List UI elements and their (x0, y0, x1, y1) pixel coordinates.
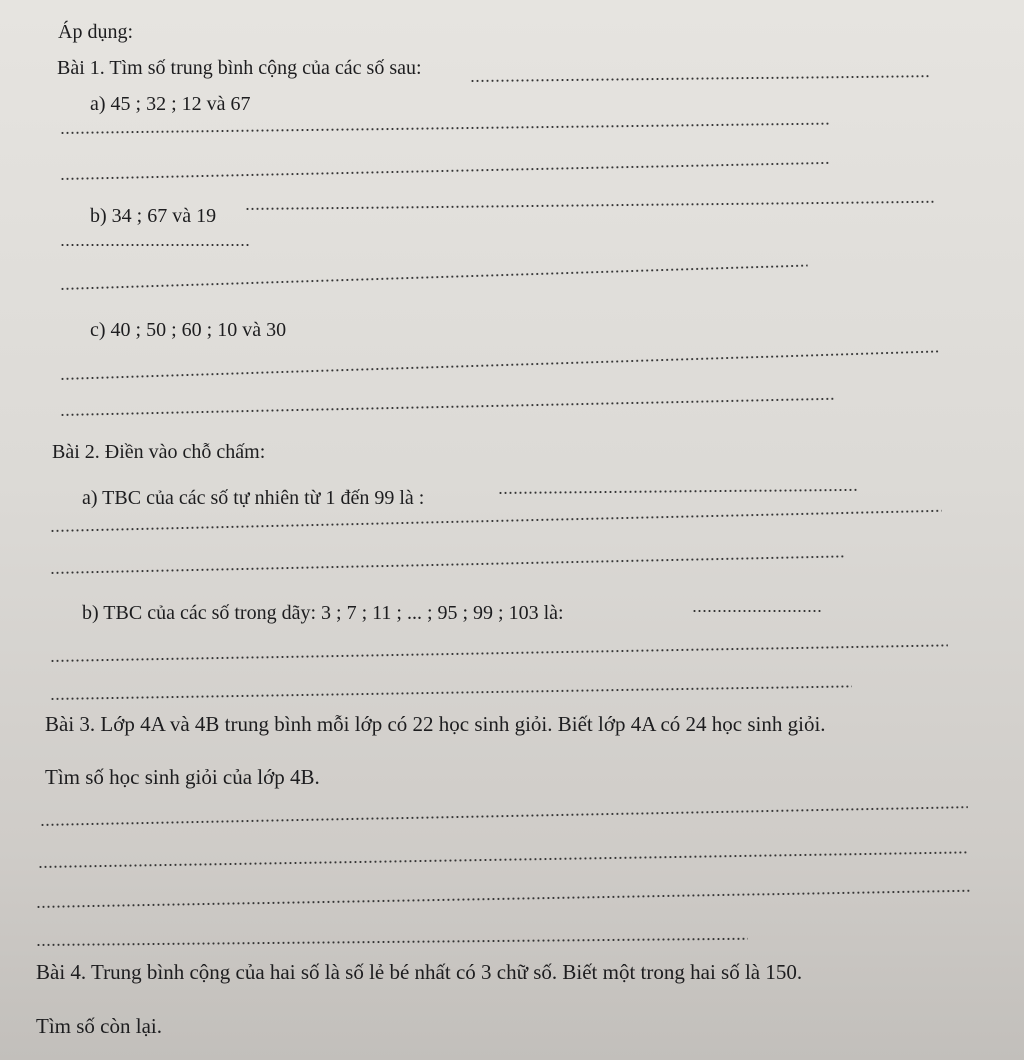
exercise-3-line2: Tìm số học sinh giỏi của lớp 4B. (45, 765, 320, 789)
exercise-4-line2: Tìm số còn lại. (36, 1014, 162, 1038)
answer-line (60, 244, 250, 246)
answer-line (60, 162, 830, 180)
exercise-2a: a) TBC của các số tự nhiên từ 1 đến 99 là : (82, 487, 425, 509)
answer-line (60, 265, 808, 290)
answer-line (60, 123, 830, 134)
answer-line (50, 644, 948, 662)
answer-line (36, 890, 970, 908)
answer-line (50, 685, 852, 700)
answer-line (470, 75, 930, 82)
answer-line (50, 555, 845, 574)
exercise-1b: b) 34 ; 67 và 19 (90, 205, 217, 227)
answer-line (498, 489, 858, 494)
answer-line (36, 938, 748, 946)
exercise-1-title: Bài 1. Tìm số trung bình cộng của các số sau: (57, 57, 422, 79)
answer-line (60, 350, 940, 380)
answer-line (692, 610, 822, 612)
answer-line (38, 851, 968, 868)
section-heading: Áp dụng: (58, 21, 133, 43)
exercise-4-line1: Bài 4. Trung bình cộng của hai số là số lẻ bé nhất có 3 chữ số. Biết một trong hai số là 150. (36, 960, 803, 984)
exercise-2b: b) TBC của các số trong dãy: 3 ; 7 ; 11 ; ... ; 95 ; 99 ; 103 là: (82, 602, 564, 624)
answer-line (50, 510, 942, 532)
exercise-1c: c) 40 ; 50 ; 60 ; 10 và 30 (90, 319, 287, 341)
answer-line (60, 398, 835, 416)
answer-line (40, 806, 968, 826)
exercise-3-line1: Bài 3. Lớp 4A và 4B trung bình mỗi lớp có 22 học sinh giỏi. Biết lớp 4A có 24 học sinh giỏi. (45, 712, 826, 736)
exercise-1a: a) 45 ; 32 ; 12 và 67 (90, 93, 251, 115)
answer-line (245, 201, 935, 210)
exercise-2-title: Bài 2. Điền vào chỗ chấm: (52, 441, 266, 463)
